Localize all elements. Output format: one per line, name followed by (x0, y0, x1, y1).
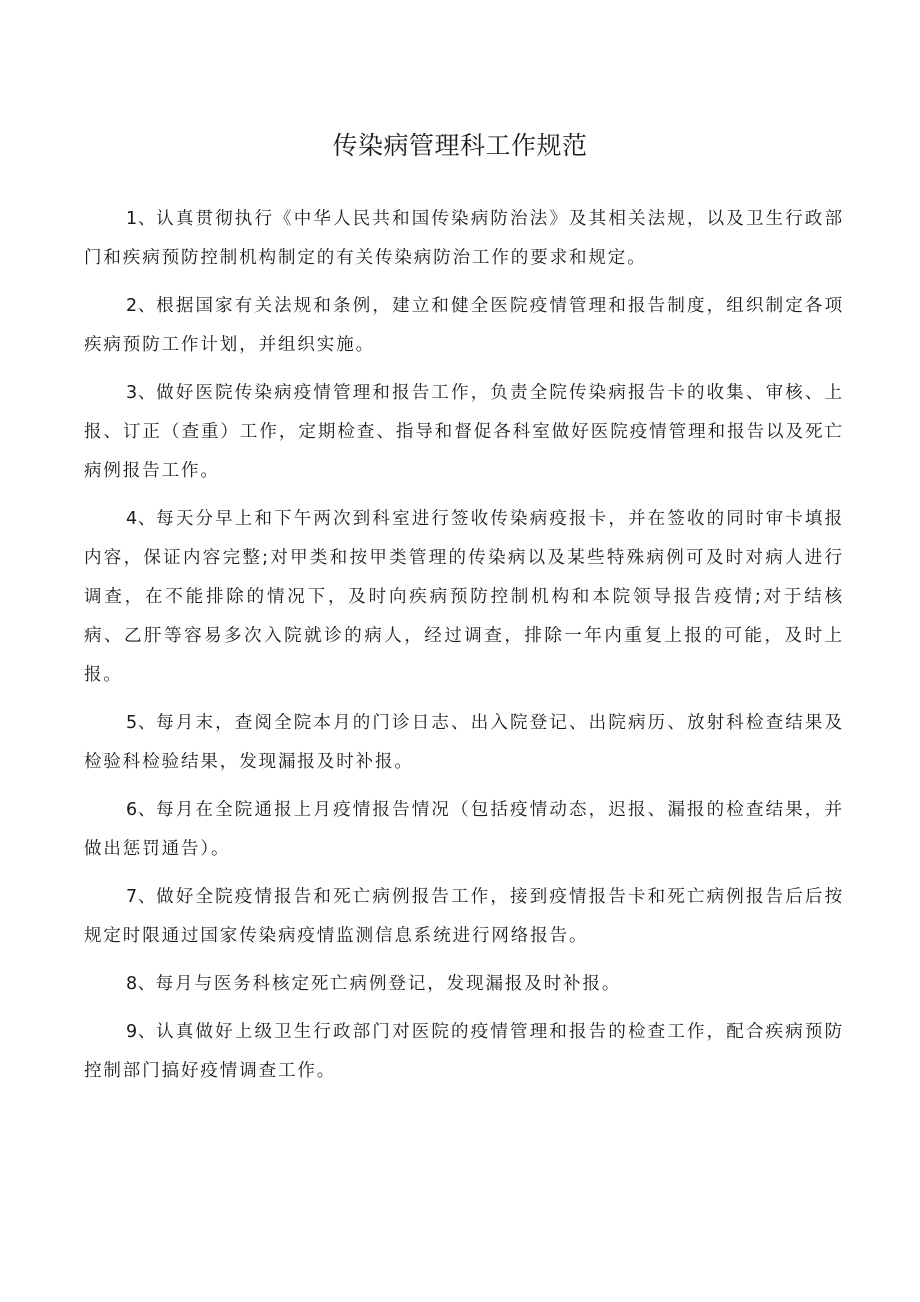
paragraph-text: 根据国家有关法规和条例，建立和健全医院疫情管理和报告制度，组织制定各项疾病预防工作计划，并组织实施。 (84, 296, 844, 355)
paragraph-4 (84, 500, 844, 704)
paragraph-3 (84, 374, 844, 500)
paragraph-number: 6、 (126, 800, 157, 820)
paragraph-text: 每天分早上和下午两次到科室进行签收传染病疫报卡，并在签收的同时审卡填报内容，保证内容完整;对甲类和按甲类管理的传染病以及某些特殊病例可及时对病人进行调查，在不能排除的情况下，及时向疾病预防控制机构和本院领导报告疫情;对于结核病、乙肝等容易多次入院就诊的病人，经过调查，排除一年内重复上报的可能，及时上报。 (84, 509, 844, 685)
paragraph-number: 5、 (126, 713, 157, 733)
paragraph-2 (84, 287, 844, 374)
document-body (84, 200, 844, 1100)
paragraph-text: 每月与医务科核定死亡病例登记，发现漏报及时补报。 (155, 974, 622, 994)
paragraph-text: 认真做好上级卫生行政部门对医院的疫情管理和报告的检查工作，配合疾病预防控制部门搞好疫情调查工作。 (84, 1022, 844, 1081)
paragraph-number: 4、 (126, 509, 157, 529)
document-title: 传染病管理科工作规范 (332, 131, 588, 160)
paragraph-7 (84, 878, 844, 965)
paragraph-9 (84, 1013, 844, 1100)
paragraph-5 (84, 704, 844, 791)
paragraph-text: 做好医院传染病疫情管理和报告工作，负责全院传染病报告卡的收集、审核、上报、订正（查重）工作，定期检查、指导和督促各科室做好医院疫情管理和报告以及死亡病例报告工作。 (84, 383, 844, 481)
paragraph-6 (84, 791, 844, 878)
paragraph-number: 1、 (126, 209, 157, 229)
paragraph-text: 每月在全院通报上月疫情报告情况（包括疫情动态，迟报、漏报的检查结果，并做出惩罚通告）。 (84, 800, 844, 859)
paragraph-text: 认真贯彻执行《中华人民共和国传染病防治法》及其相关法规，以及卫生行政部门和疾病预防控制机构制定的有关传染病防治工作的要求和规定。 (84, 209, 844, 268)
paragraph-number: 8、 (126, 974, 156, 994)
paragraph-number: 2、 (126, 296, 157, 316)
paragraph-number: 7、 (126, 887, 157, 907)
paragraph-text: 每月末，查阅全院本月的门诊日志、出入院登记、出院病历、放射科检查结果及检验科检验结果，发现漏报及时补报。 (84, 713, 844, 772)
paragraph-number: 9、 (126, 1022, 157, 1042)
paragraph-1 (84, 200, 844, 287)
paragraph-8 (84, 965, 844, 1013)
paragraph-text: 做好全院疫情报告和死亡病例报告工作，接到疫情报告卡和死亡病例报告后后按规定时限通过国家传染病疫情监测信息系统进行网络报告。 (84, 887, 844, 946)
paragraph-number: 3、 (126, 383, 157, 403)
